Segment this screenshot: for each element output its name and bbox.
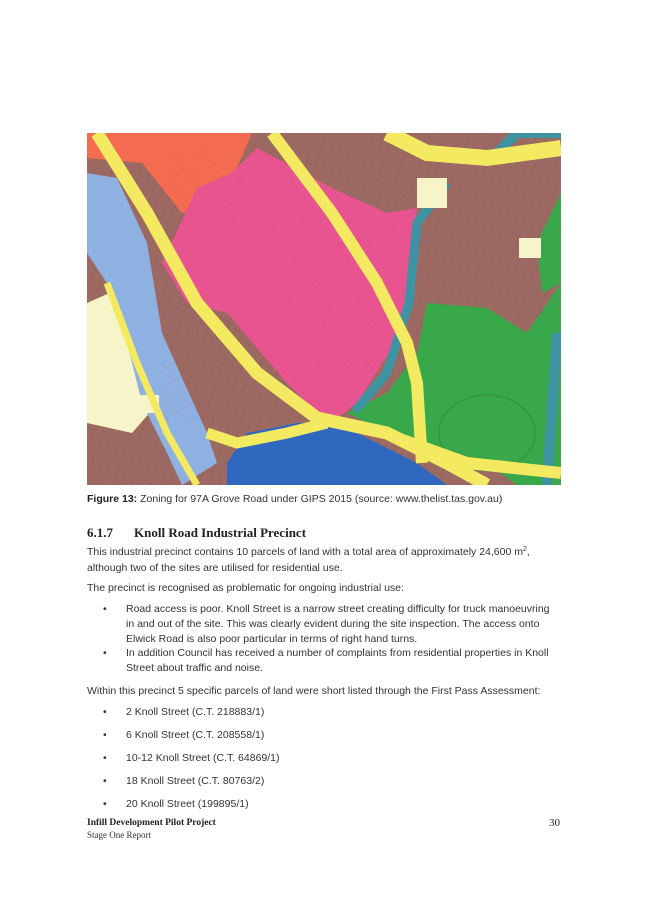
parcel-text: 10-12 Knoll Street (C.T. 64869/1) <box>126 752 280 764</box>
problem-text: Road access is poor. Knoll Street is a narrow street creating difficulty for truck manoeuvring in and out of the site. This was clearly evident during the site inspection. The access onto Elwick Road is also poor particular in terms of right hand turns. <box>126 603 550 645</box>
figure-caption-text: Zoning for 97A Grove Road under GIPS 2015 (source: www.thelist.tas.gov.au) <box>137 493 503 505</box>
intro-superscript: 2 <box>522 546 527 553</box>
bullet-icon: • <box>103 603 107 615</box>
problem-text: In addition Council has received a number of complaints from residential properties in Knoll Street about traffic and noise. <box>126 647 549 674</box>
section-title: Knoll Road Industrial Precinct <box>134 525 307 540</box>
footer-subtitle: Stage One Report <box>87 830 151 840</box>
problem-intro: The precinct is recognised as problematic for ongoing industrial use: <box>87 582 404 594</box>
section-number: 6.1.7 <box>87 525 113 540</box>
bullet-icon: • <box>103 798 107 810</box>
zoning-map <box>87 133 561 485</box>
intro-paragraph <box>87 544 567 576</box>
footer-title: Infill Development Pilot Project <box>87 818 216 828</box>
zoning-map-graphic <box>87 133 561 485</box>
parcel-text: 18 Knoll Street (C.T. 80763/2) <box>126 775 265 787</box>
parcel-text: 20 Knoll Street (199895/1) <box>126 798 249 810</box>
bullet-icon: • <box>103 775 107 787</box>
bullet-icon: • <box>103 706 107 718</box>
intro-text: This industrial precinct contains 10 parcels of land with a total area of approximately 24,600 m <box>87 546 523 558</box>
page-number: 30 <box>549 817 560 829</box>
light-patch <box>417 178 447 208</box>
parcel-text: 2 Knoll Street (C.T. 218883/1) <box>126 706 265 718</box>
figure-caption <box>87 493 502 505</box>
bullet-icon: • <box>103 647 107 659</box>
bullet-icon: • <box>103 729 107 741</box>
section-heading <box>87 525 306 541</box>
bullet-icon: • <box>103 752 107 764</box>
figure-label: Figure 13: <box>87 493 138 505</box>
parcel-text: 6 Knoll Street (C.T. 208558/1) <box>126 729 265 741</box>
intro-text-end: , although two of the sites are utilised for residential use. <box>87 546 530 574</box>
shortlist-intro: Within this precinct 5 specific parcels of land were short listed through the First Pass Assessment: <box>87 685 541 697</box>
